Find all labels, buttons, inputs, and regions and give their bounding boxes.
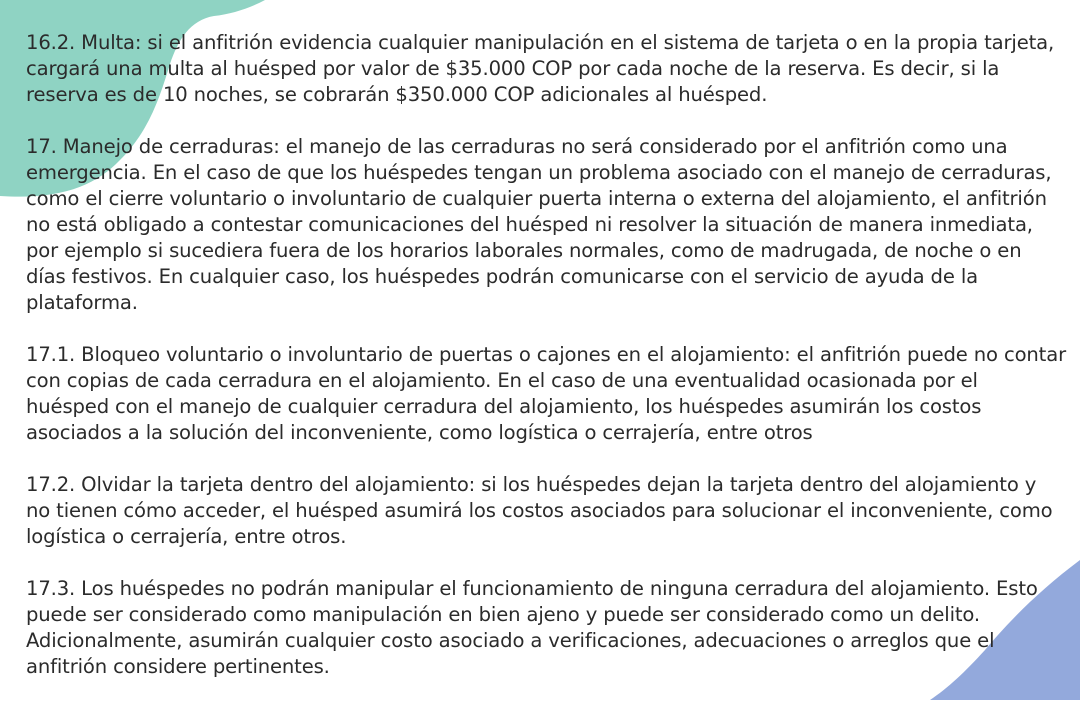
paragraph-17-1: 17.1. Bloqueo voluntario o involuntario de puertas o cajones en el alojamiento: el anfitrión puede no contar con copias de cada cerradura en el alojamiento. En el caso de una eventualidad ocasionada por el huésped con el manejo de cualquier cerradura del alojamiento, los huéspedes asumirán los costos asociados a la solución del inconveniente, como logística o cerrajería, entre otros <box>26 343 1066 444</box>
paragraph-16-2: 16.2. Multa: si el anfitrión evidencia cualquier manipulación en el sistema de tarjeta o en la propia tarjeta, cargará una multa al huésped por valor de $35.000 COP por cada noche de la reserva. Es decir, si la reserva es de 10 noches, se cobrarán $350.000 COP adicionales al huésped. <box>26 31 1055 106</box>
document-body <box>26 30 1066 706</box>
paragraph-17-2: 17.2. Olvidar la tarjeta dentro del alojamiento: si los huéspedes dejan la tarjeta dentro del alojamiento y no tienen cómo acceder, el huésped asumirá los costos asociados para solucionar el inconveniente, como logística o cerrajería, entre otros. <box>26 473 1053 548</box>
paragraph-17: 17. Manejo de cerraduras: el manejo de las cerraduras no será considerado por el anfitrión como una emergencia. En el caso de que los huéspedes tengan un problema asociado con el manejo de cerraduras, como el cierre voluntario o involuntario de cualquier puerta interna o externa del alojamiento, el anfitrión no está obligado a contestar comunicaciones del huésped ni resolver la situación de manera inmediata, por ejemplo si sucediera fuera de los horarios laborales normales, como de madrugada, de noche o en días festivos. En cualquier caso, los huéspedes podrán comunicarse con el servicio de ayuda de la plataforma. <box>26 135 1052 314</box>
paragraph-17-3: 17.3. Los huéspedes no podrán manipular el funcionamiento de ninguna cerradura del alojamiento. Esto puede ser considerado como manipulación en bien ajeno y puede ser considerado como un delito. Adicionalmente, asumirán cualquier costo asociado a verificaciones, adecuaciones o arreglos que el anfitrión considere pertinentes. <box>26 577 1038 678</box>
